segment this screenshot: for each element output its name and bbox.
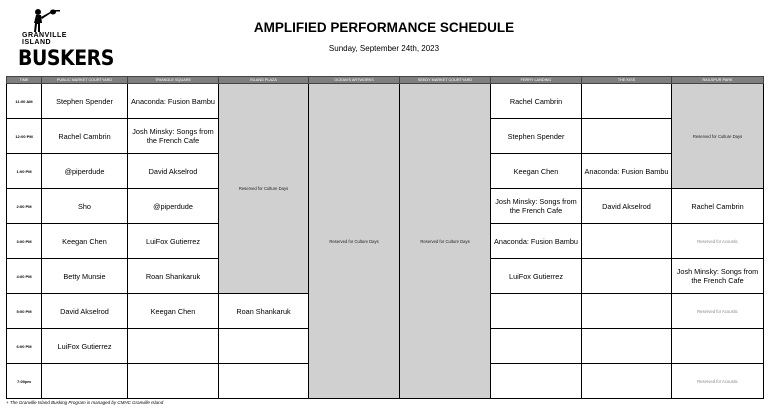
- schedule-cell: Josh Minsky: Songs from the French Cafe: [491, 189, 582, 224]
- page-title: AMPLIFIED PERFORMANCE SCHEDULE: [253, 20, 515, 35]
- column-header-oceans-artworks: OCEAN'S ARTWORKS: [309, 77, 400, 84]
- logo-line-granville: GRANVILLE: [22, 32, 67, 39]
- acoustic-note: Reserved for Acoustic: [672, 224, 764, 259]
- schedule-cell: [672, 329, 764, 364]
- schedule-cell: Rachel Cambrin: [672, 189, 764, 224]
- schedule-cell: Roan Shankaruk: [219, 294, 309, 329]
- schedule-cell: Stephen Spender: [42, 84, 128, 119]
- schedule-cell: Anaconda: Fusion Bambu: [491, 224, 582, 259]
- time-cell: 2:00 PM: [7, 189, 42, 224]
- time-cell: 5:00 PM: [7, 294, 42, 329]
- logo-line-island: ISLAND: [22, 39, 52, 46]
- schedule-cell: David Akselrod: [42, 294, 128, 329]
- column-header-public-market-courtyard: PUBLIC MARKET COURTYARD: [42, 77, 128, 84]
- schedule-cell: [582, 84, 672, 119]
- schedule-cell: David Akselrod: [128, 154, 219, 189]
- column-header-time: TIME: [7, 77, 42, 84]
- column-header-railspur-park: RAILSPUR PARK: [672, 77, 764, 84]
- schedule-cell: [582, 224, 672, 259]
- footer-note: + The Granville Island Busking Program is managed by CMHC Granville Island: [6, 400, 164, 405]
- schedule-cell: [582, 364, 672, 399]
- column-header-ferry-landing: FERRY LANDING: [491, 77, 582, 84]
- schedule-cell: Betty Munsie: [42, 259, 128, 294]
- schedule-cell: Josh Minsky: Songs from the French Cafe: [128, 119, 219, 154]
- schedule-cell: @piperdude: [42, 154, 128, 189]
- time-cell: 6:00 PM: [7, 329, 42, 364]
- schedule-cell: Sho: [42, 189, 128, 224]
- reserved-railspur-park: Reserved for Culture Days: [672, 84, 764, 189]
- schedule-cell: [582, 329, 672, 364]
- schedule-cell: Roan Shankaruk: [128, 259, 219, 294]
- schedule-cell: [491, 329, 582, 364]
- table-row: [7, 84, 764, 119]
- time-cell: 3:00 PM: [7, 224, 42, 259]
- schedule-cell: Anaconda: Fusion Bambu: [128, 84, 219, 119]
- column-header-seedy-market-courtyard: SEEDY MARKET COURTYARD: [400, 77, 491, 84]
- schedule-cell: [128, 329, 219, 364]
- time-cell: 1:00 PM: [7, 154, 42, 189]
- schedule-cell: Anaconda: Fusion Bambu: [582, 154, 672, 189]
- time-cell: 7:00pm: [7, 364, 42, 399]
- logo-line-buskers: BUSKERS: [18, 46, 114, 70]
- schedule-cell: Keegan Chen: [128, 294, 219, 329]
- acoustic-note: Reserved for Acoustic: [672, 294, 764, 329]
- table-header-row: [7, 77, 764, 84]
- schedule-cell: Stephen Spender: [491, 119, 582, 154]
- schedule-cell: Rachel Cambrin: [491, 84, 582, 119]
- schedule-cell: [582, 294, 672, 329]
- reserved-seedy-market: Reserved for Culture Days: [400, 84, 491, 399]
- schedule-cell: Rachel Cambrin: [42, 119, 128, 154]
- time-cell: 12:00 PM: [7, 119, 42, 154]
- schedule-cell: Keegan Chen: [491, 154, 582, 189]
- schedule-cell: [219, 329, 309, 364]
- schedule-cell: [219, 364, 309, 399]
- schedule-cell: LuiFox Gutierrez: [491, 259, 582, 294]
- buskers-logo: [18, 8, 114, 70]
- schedule-cell: [128, 364, 219, 399]
- schedule-cell: LuiFox Gutierrez: [128, 224, 219, 259]
- column-header-island-plaza: ISLAND PLAZA: [219, 77, 309, 84]
- column-header-triangle-square: TRIANGLE SQUARE: [128, 77, 219, 84]
- schedule-cell: David Akselrod: [582, 189, 672, 224]
- schedule-cell: [582, 119, 672, 154]
- schedule-cell: [582, 259, 672, 294]
- reserved-oceans-artworks: Reserved for Culture Days: [309, 84, 400, 399]
- reserved-island-plaza: Reserved for Culture Days: [219, 84, 309, 294]
- schedule-cell: LuiFox Gutierrez: [42, 329, 128, 364]
- schedule-cell: [42, 364, 128, 399]
- schedule-cell: [491, 364, 582, 399]
- acoustic-note: Reserved for Acoustic: [672, 364, 764, 399]
- time-cell: 4:00 PM: [7, 259, 42, 294]
- schedule-cell: @piperdude: [128, 189, 219, 224]
- time-cell: 11:00 AM: [7, 84, 42, 119]
- column-header-the-kiss: THE KISS: [582, 77, 672, 84]
- schedule-cell: [491, 294, 582, 329]
- schedule-date: Sunday, September 24th, 2023: [328, 44, 440, 53]
- schedule-cell: Josh Minsky: Songs from the French Cafe: [672, 259, 764, 294]
- schedule-cell: Keegan Chen: [42, 224, 128, 259]
- schedule-table: [6, 76, 764, 399]
